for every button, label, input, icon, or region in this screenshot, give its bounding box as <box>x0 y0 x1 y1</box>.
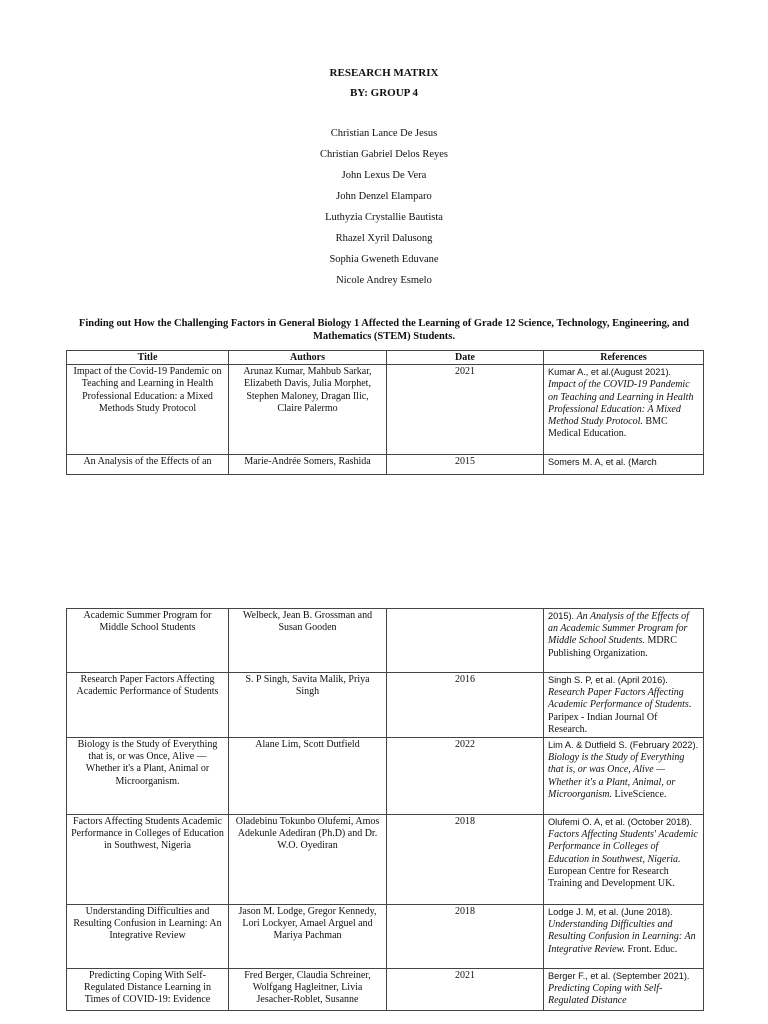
table-header-row <box>67 351 704 365</box>
table-row <box>67 609 704 673</box>
reference-source: BMC Medical Education. <box>548 416 668 440</box>
author-name: John Denzel Elamparo <box>336 191 432 202</box>
reference-work-title: Predicting Coping with Self-Regulated Distance <box>548 983 663 1007</box>
cell-reference <box>544 609 704 673</box>
author-name: Luthyzia Crystallie Bautista <box>325 212 443 223</box>
document-subtitle: BY: GROUP 4 <box>349 87 419 99</box>
column-header-date: Date <box>387 351 544 365</box>
cell-date: 2018 <box>387 905 544 969</box>
reference-work-title: Impact of the COVID-19 Pandemic on Teaching and Learning in Health Professional Education: A Mixed Method Study Protocol. <box>548 379 694 428</box>
reference-source: Front. Educ. <box>627 943 678 955</box>
cell-reference <box>544 905 704 969</box>
cell-reference <box>544 455 704 475</box>
table-row <box>67 738 704 815</box>
table-row <box>67 365 704 455</box>
author-name: Rhazel Xyril Dalusong <box>335 233 433 244</box>
reference-citation: Kumar A., et al.(August 2021). <box>548 367 672 378</box>
cell-reference <box>544 815 704 905</box>
reference-work-title: Factors Affecting Students' Academic Performance in Colleges of Education in Southwest, Nigeria. <box>548 829 698 865</box>
cell-date: 2022 <box>387 738 544 815</box>
author-name: Sophia Gweneth Eduvane <box>329 254 439 265</box>
cell-reference <box>544 969 704 1011</box>
cell-title: Academic Summer Program for Middle School Students <box>67 609 229 673</box>
cell-authors: Jason M. Lodge, Gregor Kennedy, Lori Lockyer, Amael Arguel and Mariya Pachman <box>229 905 387 969</box>
cell-date: 2021 <box>387 969 544 1011</box>
column-header-authors: Authors <box>229 351 387 365</box>
reference-citation: 2015). <box>548 611 575 621</box>
cell-date: 2015 <box>387 455 544 475</box>
cell-title: Understanding Difficulties and Resulting Confusion in Learning: An Integrative Review <box>67 905 229 969</box>
cell-date: 2016 <box>387 673 544 738</box>
reference-citation: Lim A. & Dutfield S. (February 2022). <box>548 740 699 751</box>
reference-citation: Olufemi O. A, et al. (October 2018). <box>548 817 692 828</box>
column-header-references: References <box>544 351 704 365</box>
research-topic: Finding out How the Challenging Factors in General Biology 1 Affected the Learning of Grade 12 Science, Technology, Engineering, and Mathematics (STEM) Students. <box>78 318 690 342</box>
table-row <box>67 815 704 905</box>
reference-source: LiveScience. <box>614 788 667 800</box>
author-name: Nicole Andrey Esmelo <box>336 275 432 286</box>
author-name: Christian Gabriel Delos Reyes <box>319 149 448 160</box>
column-header-title: Title <box>67 351 229 365</box>
cell-date <box>387 609 544 673</box>
cell-reference <box>544 365 704 455</box>
cell-title: Impact of the Covid-19 Pandemic on Teaching and Learning in Health Professional Education: a Mixed Methods Study Protocol <box>67 365 229 455</box>
cell-authors: Oladebinu Tokunbo Olufemi, Amos Adekunle Adediran (Ph.D) and Dr. W.O. Oyediran <box>229 815 387 905</box>
reference-work-title: An Analysis of the Effects of an Academic Summer Program for Middle School Students. <box>548 611 689 647</box>
cell-date: 2018 <box>387 815 544 905</box>
cell-authors: Alane Lim, Scott Dutfield <box>229 738 387 815</box>
reference-source: . Paripex - Indian Journal Of Research. <box>548 699 692 735</box>
reference-work-title: Research Paper Factors Affecting Academic Performance of Students <box>548 687 689 711</box>
reference-citation: Singh S. P, et al. (April 2016). <box>548 675 668 685</box>
author-name: Christian Lance De Jesus <box>330 128 438 139</box>
reference-citation: Lodge J. M, et al. (June 2018). <box>548 907 673 918</box>
cell-authors: Welbeck, Jean B. Grossman and Susan Gooden <box>229 609 387 673</box>
reference-work-title: Understanding Difficulties and Resulting Confusion in Learning: An Integrative Review. <box>548 919 696 955</box>
author-name: John Lexus De Vera <box>341 170 427 181</box>
cell-authors: Fred Berger, Claudia Schreiner, Wolfgang Hagleitner, Livia Jesacher-Roblet, Susanne <box>229 969 387 1011</box>
cell-reference <box>544 673 704 738</box>
research-matrix-table-part1 <box>66 350 704 475</box>
document-title: RESEARCH MATRIX <box>329 67 439 79</box>
reference-citation: Somers M. A, et al. (March <box>548 457 657 468</box>
table-row <box>67 969 704 1011</box>
cell-reference <box>544 738 704 815</box>
research-matrix-table-part2 <box>66 608 704 1011</box>
cell-date: 2021 <box>387 365 544 455</box>
reference-source: MDRC Publishing Organization. <box>548 635 677 659</box>
reference-work-title: Biology is the Study of Everything that is, or was Once, Alive — Whether it's a Plant, Animal, or Microorganism. <box>548 752 685 800</box>
cell-title: Factors Affecting Students Academic Performance in Colleges of Education in Southwest, Nigeria <box>67 815 229 905</box>
cell-authors: Marie-Andrée Somers, Rashida <box>229 455 387 475</box>
cell-authors: S. P Singh, Savita Malik, Priya Singh <box>229 673 387 738</box>
table-row <box>67 905 704 969</box>
cell-title: Biology is the Study of Everything that is, or was Once, Alive — Whether it's a Plant, Animal or Microorganism. <box>67 738 229 815</box>
cell-title: Predicting Coping With Self-Regulated Distance Learning in Times of COVID-19: Evidence <box>67 969 229 1011</box>
cell-title: Research Paper Factors Affecting Academic Performance of Students <box>67 673 229 738</box>
cell-authors: Arunaz Kumar, Mahbub Sarkar, Elizabeth Davis, Julia Morphet, Stephen Maloney, Dragan Ilic, Claire Palermo <box>229 365 387 455</box>
reference-source: European Centre for Research Training and Development UK. <box>548 865 675 890</box>
table-row <box>67 455 704 475</box>
cell-title: An Analysis of the Effects of an <box>67 455 229 475</box>
table-row <box>67 673 704 738</box>
reference-citation: Berger F., et al. (September 2021). <box>548 971 690 982</box>
